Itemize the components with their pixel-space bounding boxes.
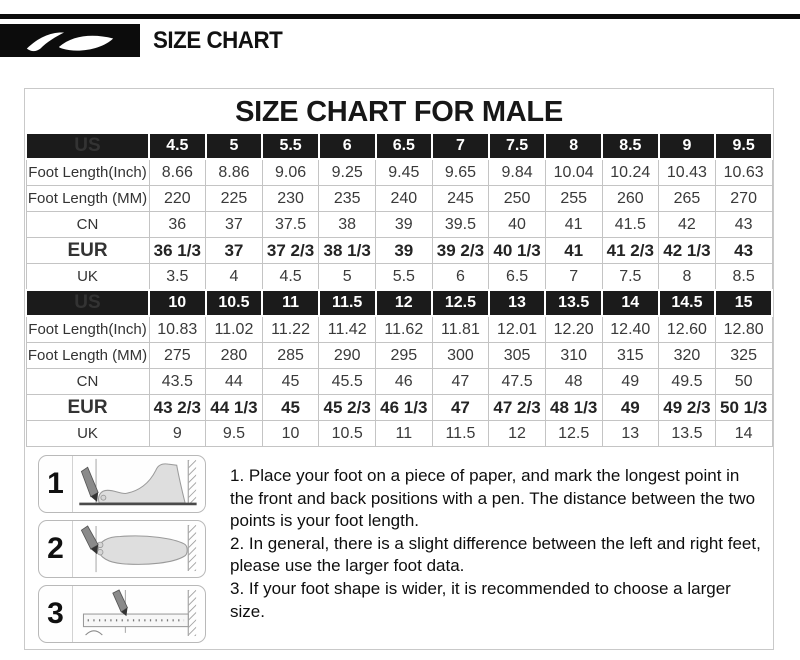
size-value-cell: 39.5 bbox=[432, 212, 489, 238]
size-value-cell: 47 2/3 bbox=[489, 395, 546, 421]
size-value-cell: 46 bbox=[376, 369, 433, 395]
size-table-row bbox=[26, 186, 772, 212]
size-value-cell: 9.45 bbox=[376, 159, 433, 186]
size-value-cell: 13 bbox=[489, 290, 546, 316]
size-value-cell: 13.5 bbox=[659, 421, 716, 447]
size-value-cell: 46 1/3 bbox=[376, 395, 433, 421]
size-table-row bbox=[26, 369, 772, 395]
size-value-cell: 10.24 bbox=[602, 159, 659, 186]
size-value-cell: 7.5 bbox=[602, 264, 659, 291]
size-value-cell: 4.5 bbox=[149, 133, 206, 159]
size-value-cell: 39 bbox=[376, 238, 433, 264]
size-value-cell: 37.5 bbox=[262, 212, 319, 238]
size-value-cell: 9.25 bbox=[319, 159, 376, 186]
size-value-cell: 6.5 bbox=[376, 133, 433, 159]
size-value-cell: 5 bbox=[319, 264, 376, 291]
size-value-cell: 42 1/3 bbox=[659, 238, 716, 264]
measure-diagrams bbox=[38, 455, 206, 643]
size-value-cell: 300 bbox=[432, 343, 489, 369]
row-label-cell: UK bbox=[26, 421, 149, 447]
size-value-cell: 11.42 bbox=[319, 316, 376, 343]
step-number: 2 bbox=[39, 521, 73, 577]
size-value-cell: 10 bbox=[262, 421, 319, 447]
size-value-cell: 7 bbox=[545, 264, 602, 291]
brand-header bbox=[0, 24, 292, 57]
size-value-cell: 36 1/3 bbox=[149, 238, 206, 264]
step-number: 3 bbox=[39, 586, 73, 642]
size-value-cell: 4.5 bbox=[262, 264, 319, 291]
size-value-cell: 40 1/3 bbox=[489, 238, 546, 264]
size-value-cell: 45 bbox=[262, 395, 319, 421]
size-value-cell: 7 bbox=[432, 133, 489, 159]
size-table-row bbox=[26, 343, 772, 369]
size-value-cell: 8.86 bbox=[206, 159, 263, 186]
row-label-cell: CN bbox=[26, 212, 149, 238]
size-value-cell: 315 bbox=[602, 343, 659, 369]
size-value-cell: 305 bbox=[489, 343, 546, 369]
foot-side-measure-diagram bbox=[73, 456, 205, 510]
row-label-cell: US bbox=[26, 290, 149, 316]
foot-width-ruler-diagram bbox=[73, 586, 205, 640]
size-value-cell: 9.5 bbox=[206, 421, 263, 447]
size-value-cell: 255 bbox=[545, 186, 602, 212]
size-value-cell: 265 bbox=[659, 186, 716, 212]
size-value-cell: 45 2/3 bbox=[319, 395, 376, 421]
size-value-cell: 285 bbox=[262, 343, 319, 369]
size-value-cell: 43 bbox=[715, 238, 772, 264]
size-value-cell: 9 bbox=[659, 133, 716, 159]
size-value-cell: 290 bbox=[319, 343, 376, 369]
size-value-cell: 11.22 bbox=[262, 316, 319, 343]
size-value-cell: 11.81 bbox=[432, 316, 489, 343]
step-number: 1 bbox=[39, 456, 73, 512]
size-value-cell: 250 bbox=[489, 186, 546, 212]
size-value-cell: 6 bbox=[432, 264, 489, 291]
size-value-cell: 47.5 bbox=[489, 369, 546, 395]
size-value-cell: 41 bbox=[545, 212, 602, 238]
measure-step-panel-3 bbox=[38, 585, 206, 643]
size-value-cell: 11.5 bbox=[432, 421, 489, 447]
row-label-cell: Foot Length(Inch) bbox=[26, 159, 149, 186]
size-value-cell: 43.5 bbox=[149, 369, 206, 395]
size-value-cell: 8.5 bbox=[602, 133, 659, 159]
row-label-cell: Foot Length(Inch) bbox=[26, 316, 149, 343]
size-value-cell: 12.5 bbox=[545, 421, 602, 447]
measure-step-panel-1 bbox=[38, 455, 206, 513]
size-value-cell: 12.40 bbox=[602, 316, 659, 343]
size-value-cell: 11 bbox=[376, 421, 433, 447]
size-value-cell: 4 bbox=[206, 264, 263, 291]
li-ning-logo bbox=[0, 24, 140, 57]
size-value-cell: 310 bbox=[545, 343, 602, 369]
size-value-cell: 45.5 bbox=[319, 369, 376, 395]
chart-title: SIZE CHART FOR MALE bbox=[235, 96, 563, 128]
size-value-cell: 41.5 bbox=[602, 212, 659, 238]
size-value-cell: 49.5 bbox=[659, 369, 716, 395]
row-label-cell: EUR bbox=[26, 395, 149, 421]
measure-instructions bbox=[206, 455, 765, 623]
size-value-cell: 8 bbox=[545, 133, 602, 159]
size-value-cell: 240 bbox=[376, 186, 433, 212]
size-value-cell: 10.5 bbox=[319, 421, 376, 447]
size-value-cell: 12.80 bbox=[715, 316, 772, 343]
instruction-step-2: 2. In general, there is a slight difference between the left and right feet, please use the larger foot data. bbox=[230, 533, 761, 576]
size-value-cell: 10.43 bbox=[659, 159, 716, 186]
size-value-cell: 13.5 bbox=[545, 290, 602, 316]
size-value-cell: 15 bbox=[715, 290, 772, 316]
size-value-cell: 9 bbox=[149, 421, 206, 447]
us-size-header-row bbox=[26, 290, 772, 316]
row-label-cell: Foot Length (MM) bbox=[26, 186, 149, 212]
size-value-cell: 42 bbox=[659, 212, 716, 238]
size-value-cell: 49 bbox=[602, 369, 659, 395]
size-value-cell: 9.5 bbox=[715, 133, 772, 159]
size-table-row bbox=[26, 238, 772, 264]
size-table-row bbox=[26, 395, 772, 421]
size-value-cell: 38 1/3 bbox=[319, 238, 376, 264]
size-value-cell: 49 bbox=[602, 395, 659, 421]
top-divider-stripe bbox=[0, 14, 800, 19]
size-value-cell: 280 bbox=[206, 343, 263, 369]
size-value-cell: 220 bbox=[149, 186, 206, 212]
li-ning-swoosh-icon bbox=[15, 28, 125, 54]
row-label-cell: EUR bbox=[26, 238, 149, 264]
size-table-row bbox=[26, 212, 772, 238]
size-chart-panel bbox=[24, 88, 774, 650]
size-value-cell: 45 bbox=[262, 369, 319, 395]
size-value-cell: 10.63 bbox=[715, 159, 772, 186]
size-value-cell: 320 bbox=[659, 343, 716, 369]
size-value-cell: 225 bbox=[206, 186, 263, 212]
size-value-cell: 10.5 bbox=[206, 290, 263, 316]
size-value-cell: 50 1/3 bbox=[715, 395, 772, 421]
size-value-cell: 14 bbox=[715, 421, 772, 447]
size-value-cell: 12.5 bbox=[432, 290, 489, 316]
size-value-cell: 44 bbox=[206, 369, 263, 395]
size-value-cell: 270 bbox=[715, 186, 772, 212]
size-value-cell: 11.02 bbox=[206, 316, 263, 343]
size-value-cell: 12.01 bbox=[489, 316, 546, 343]
size-value-cell: 39 2/3 bbox=[432, 238, 489, 264]
size-value-cell: 6.5 bbox=[489, 264, 546, 291]
size-value-cell: 5.5 bbox=[376, 264, 433, 291]
size-table-row bbox=[26, 159, 772, 186]
measure-step-panel-2 bbox=[38, 520, 206, 578]
size-value-cell: 41 bbox=[545, 238, 602, 264]
row-label-cell: CN bbox=[26, 369, 149, 395]
size-value-cell: 37 bbox=[206, 212, 263, 238]
size-value-cell: 230 bbox=[262, 186, 319, 212]
foot-top-measure-diagram bbox=[73, 521, 205, 575]
size-value-cell: 9.06 bbox=[262, 159, 319, 186]
row-label-cell: US bbox=[26, 133, 149, 159]
us-size-header-row bbox=[26, 133, 772, 159]
size-value-cell: 325 bbox=[715, 343, 772, 369]
size-value-cell: 5.5 bbox=[262, 133, 319, 159]
size-value-cell: 6 bbox=[319, 133, 376, 159]
row-label-cell: Foot Length (MM) bbox=[26, 343, 149, 369]
size-value-cell: 48 bbox=[545, 369, 602, 395]
size-value-cell: 8.5 bbox=[715, 264, 772, 291]
size-value-cell: 11.62 bbox=[376, 316, 433, 343]
size-value-cell: 275 bbox=[149, 343, 206, 369]
size-value-cell: 12.60 bbox=[659, 316, 716, 343]
size-value-cell: 10 bbox=[149, 290, 206, 316]
size-value-cell: 9.84 bbox=[489, 159, 546, 186]
section-heading: SIZE CHART bbox=[153, 26, 283, 54]
size-table bbox=[25, 132, 773, 447]
size-value-cell: 7.5 bbox=[489, 133, 546, 159]
row-label-cell: UK bbox=[26, 264, 149, 291]
size-value-cell: 235 bbox=[319, 186, 376, 212]
size-value-cell: 11.5 bbox=[319, 290, 376, 316]
size-value-cell: 260 bbox=[602, 186, 659, 212]
size-value-cell: 43 bbox=[715, 212, 772, 238]
size-value-cell: 295 bbox=[376, 343, 433, 369]
size-table-row bbox=[26, 421, 772, 447]
size-value-cell: 44 1/3 bbox=[206, 395, 263, 421]
size-value-cell: 13 bbox=[602, 421, 659, 447]
size-value-cell: 40 bbox=[489, 212, 546, 238]
size-value-cell: 10.04 bbox=[545, 159, 602, 186]
instruction-step-3: 3. If your foot shape is wider, it is recommended to choose a larger size. bbox=[230, 579, 731, 621]
size-value-cell: 37 bbox=[206, 238, 263, 264]
size-table-row bbox=[26, 264, 772, 291]
size-value-cell: 3.5 bbox=[149, 264, 206, 291]
size-value-cell: 49 2/3 bbox=[659, 395, 716, 421]
size-value-cell: 12 bbox=[376, 290, 433, 316]
instruction-step-1: 1. Place your foot on a piece of paper, and mark the longest point in the front and back positions with a pen. The distance between the two points is your foot length. bbox=[230, 466, 756, 531]
size-value-cell: 39 bbox=[376, 212, 433, 238]
size-value-cell: 245 bbox=[432, 186, 489, 212]
size-value-cell: 47 bbox=[432, 369, 489, 395]
size-value-cell: 5 bbox=[206, 133, 263, 159]
size-value-cell: 41 2/3 bbox=[602, 238, 659, 264]
size-value-cell: 14 bbox=[602, 290, 659, 316]
size-table-row bbox=[26, 316, 772, 343]
size-value-cell: 8 bbox=[659, 264, 716, 291]
size-value-cell: 8.66 bbox=[149, 159, 206, 186]
size-value-cell: 38 bbox=[319, 212, 376, 238]
size-value-cell: 37 2/3 bbox=[262, 238, 319, 264]
size-value-cell: 9.65 bbox=[432, 159, 489, 186]
size-value-cell: 10.83 bbox=[149, 316, 206, 343]
size-value-cell: 48 1/3 bbox=[545, 395, 602, 421]
size-value-cell: 11 bbox=[262, 290, 319, 316]
size-value-cell: 12 bbox=[489, 421, 546, 447]
size-value-cell: 14.5 bbox=[659, 290, 716, 316]
size-value-cell: 36 bbox=[149, 212, 206, 238]
size-value-cell: 43 2/3 bbox=[149, 395, 206, 421]
size-value-cell: 12.20 bbox=[545, 316, 602, 343]
measure-guide bbox=[25, 447, 773, 643]
size-value-cell: 47 bbox=[432, 395, 489, 421]
size-value-cell: 50 bbox=[715, 369, 772, 395]
